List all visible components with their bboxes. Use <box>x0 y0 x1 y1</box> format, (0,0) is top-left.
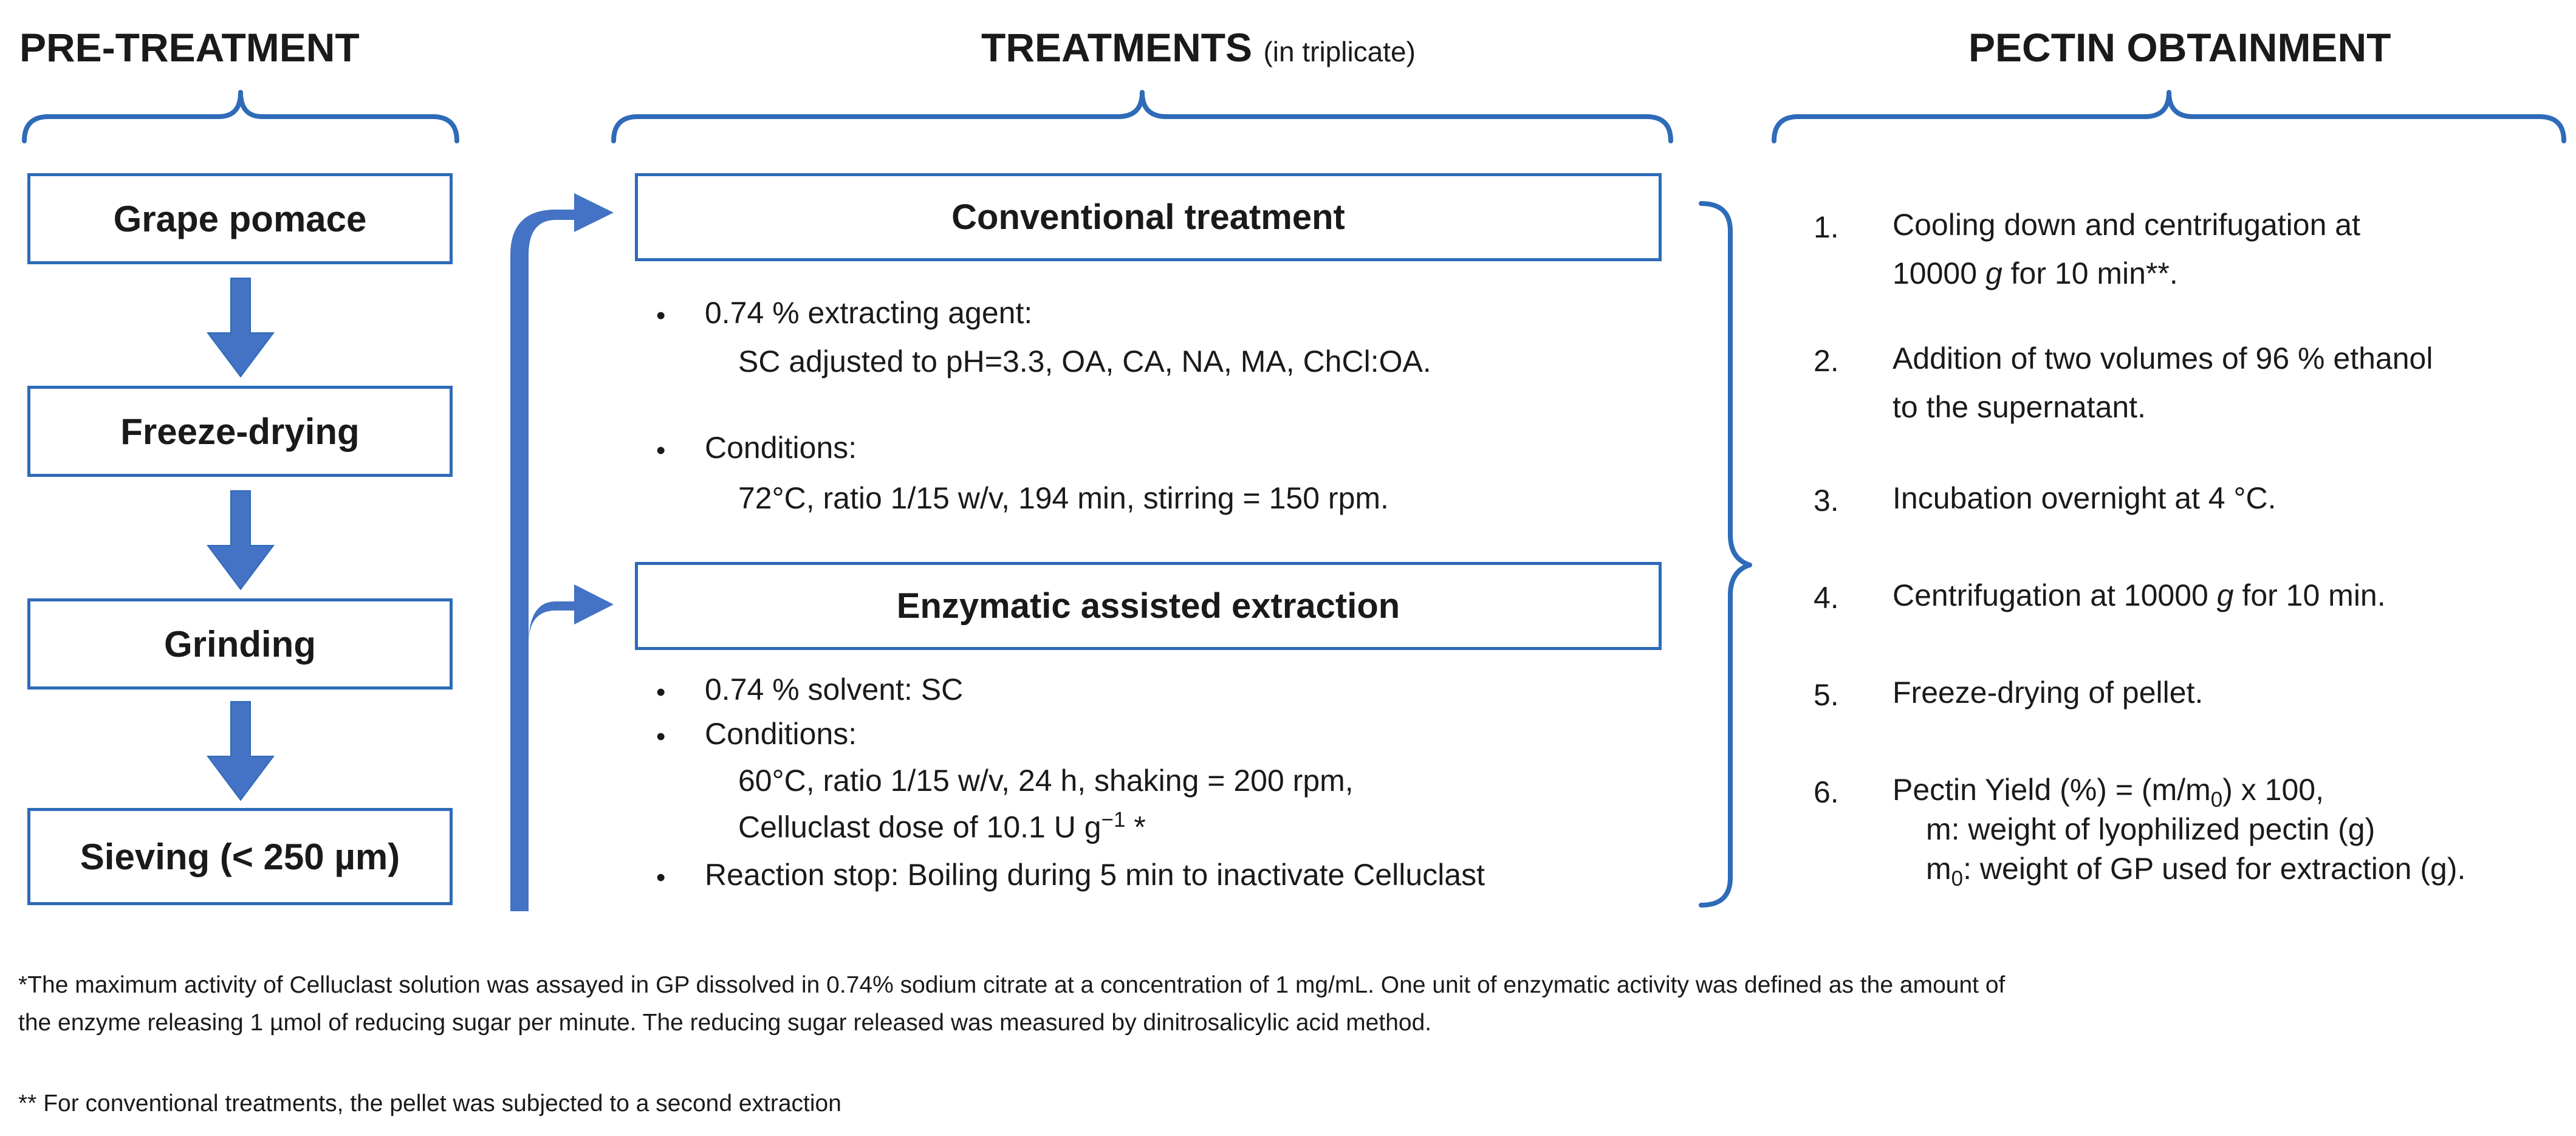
enzymatic-conditions-label: Conditions: <box>705 717 857 751</box>
yield-formula-right: ) x 100, <box>2222 773 2324 807</box>
pectin-step-5-line-1: Freeze-drying of pellet. <box>1893 676 2204 710</box>
down-arrow-3 <box>208 702 273 800</box>
step-grape-pomace: Grape pomace <box>27 173 453 264</box>
celluclast-dose-text: Celluclast dose of 10.1 U g <box>738 810 1101 844</box>
pectin-yield-formula <box>1893 775 2324 810</box>
enzymatic-solvent: 0.74 % solvent: SC <box>705 672 964 707</box>
celluclast-dose-exponent: −1 <box>1101 808 1126 832</box>
conventional-agent-label: 0.74 % extracting agent: <box>705 296 1033 330</box>
enzymatic-bullet-3: • <box>656 863 666 892</box>
conventional-bullet-2: • <box>656 436 666 465</box>
connector-lower <box>529 584 614 644</box>
pectin-step-1-number: 1. <box>1814 210 1839 244</box>
down-arrow-2 <box>208 491 273 589</box>
enzymatic-bullet-2: • <box>656 722 666 751</box>
treatments-brace <box>614 92 1671 141</box>
enzymatic-extraction-box: Enzymatic assisted extraction <box>635 562 1662 650</box>
pectin-step-1-speed: 10000 <box>1893 256 1985 290</box>
pectin-step-1-time: for 10 min**. <box>2002 256 2178 290</box>
connector-upper <box>510 193 614 911</box>
conventional-treatment-box: Conventional treatment <box>635 173 1662 261</box>
conventional-conditions-label: Conditions: <box>705 431 857 465</box>
footnote-double-star: ** For conventional treatments, the pellet was subjected to a second extraction <box>18 1090 841 1117</box>
treatments-title-text: TREATMENTS <box>981 25 1253 70</box>
pectin-step-1-line-2 <box>1893 258 2178 289</box>
step-freeze-drying: Freeze-drying <box>27 386 453 477</box>
pectin-step-6-number: 6. <box>1814 775 1839 809</box>
pectin-step-1-line-1: Cooling down and centrifugation at <box>1893 208 2360 242</box>
enzymatic-bullet-1: • <box>656 677 666 707</box>
celluclast-dose-star: * <box>1125 810 1146 844</box>
conventional-agent-detail: SC adjusted to pH=3.3, OA, CA, NA, MA, ChCl:OA. <box>738 344 1431 378</box>
pretreatment-brace <box>24 92 457 141</box>
pretreatment-title: PRE-TREATMENT <box>19 25 360 70</box>
pectin-step-4-line-1 <box>1893 580 2386 611</box>
m0-definition-text: : weight of GP used for extraction (g). <box>1963 852 2466 886</box>
enzymatic-celluclast-dose <box>738 809 1146 843</box>
conventional-bullet-1: • <box>656 301 666 330</box>
pectin-step-3-number: 3. <box>1814 484 1839 518</box>
enzymatic-conditions-detail: 60°C, ratio 1/15 w/v, 24 h, shaking = 200 rpm, <box>738 764 1354 798</box>
treatments-right-bracket <box>1701 204 1750 905</box>
pectin-step-3-line-1: Incubation overnight at 4 °C. <box>1893 481 2276 515</box>
pectin-step-4-time: for 10 min. <box>2233 578 2386 612</box>
conventional-conditions-detail: 72°C, ratio 1/15 w/v, 194 min, stirring = 150 rpm. <box>738 481 1389 515</box>
pectin-step-4-g: g <box>2216 578 2234 612</box>
pectin-brace <box>1774 92 2564 141</box>
pectin-step-4-number: 4. <box>1814 581 1839 615</box>
step-sieving: Sieving (< 250 µm) <box>27 808 453 905</box>
enzymatic-reaction-stop: Reaction stop: Boiling during 5 min to inactivate Celluclast <box>705 858 1485 892</box>
pectin-yield-m0-definition <box>1926 854 2465 889</box>
m0-symbol: m <box>1926 852 1951 886</box>
step-grinding: Grinding <box>27 598 453 689</box>
pectin-step-2-number: 2. <box>1814 344 1839 378</box>
pectin-step-2-line-2: to the supernatant. <box>1893 390 2146 424</box>
footnote-star-line-1: *The maximum activity of Celluclast solution was assayed in GP dissolved in 0.74% sodium citrate at a concentration of 1 mg/mL. One unit of enzymatic activity was defined as the amount of <box>18 972 2006 998</box>
pectin-step-1-g: g <box>1985 256 2002 290</box>
yield-formula-left: Pectin Yield (%) = (m/m <box>1893 773 2211 807</box>
m0-sub: 0 <box>1951 867 1964 891</box>
pectin-step-4-text: Centrifugation at 10000 <box>1893 578 2217 612</box>
pectin-yield-m-definition: m: weight of lyophilized pectin (g) <box>1926 812 2376 846</box>
pectin-step-5-number: 5. <box>1814 678 1839 712</box>
footnote-star-line-2: the enzyme releasing 1 µmol of reducing sugar per minute. The reducing sugar released was measured by dinitrosalicylic acid method. <box>18 1010 1432 1036</box>
down-arrow-1 <box>208 278 273 377</box>
pectin-title: PECTIN OBTAINMENT <box>1968 25 2391 70</box>
treatments-title-note: (in triplicate) <box>1263 36 1416 67</box>
yield-formula-sub: 0 <box>2210 788 2223 812</box>
pectin-step-2-line-1: Addition of two volumes of 96 % ethanol <box>1893 341 2433 375</box>
